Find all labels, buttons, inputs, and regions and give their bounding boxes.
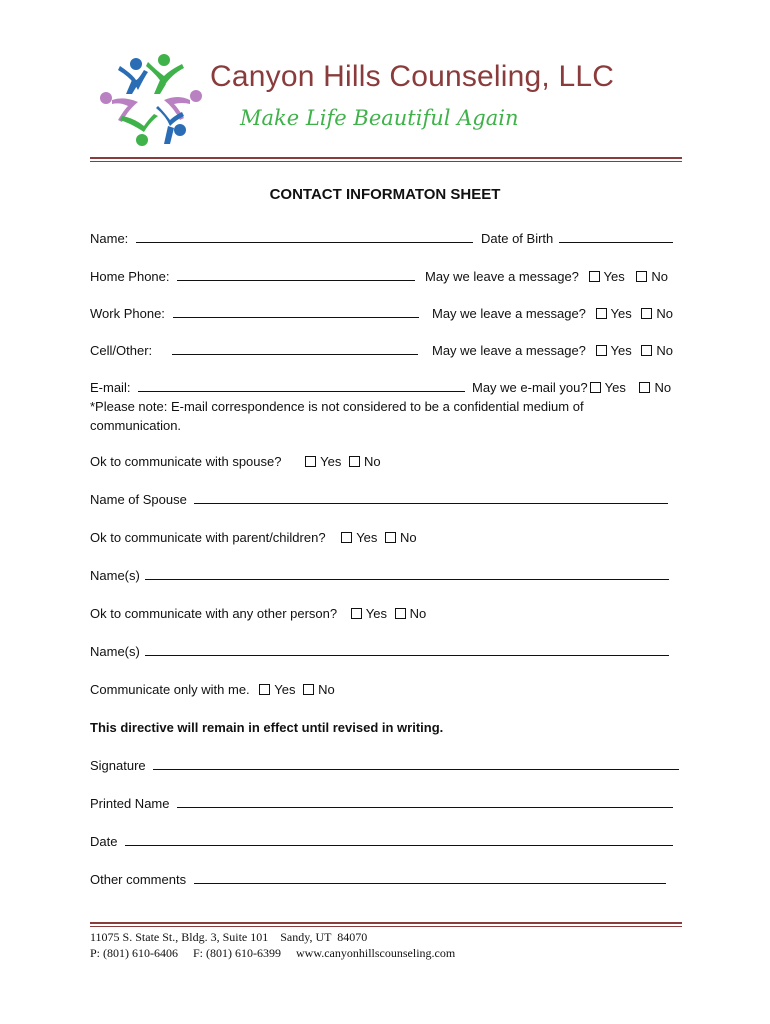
spouse-yes-checkbox[interactable] [305,456,316,467]
email-note: *Please note: E-mail correspondence is not considered to be a confidential medium of [90,399,584,414]
cell-label: Cell/Other: [90,343,153,358]
comments-label: Other comments [90,872,187,887]
email-label: E-mail: [90,380,131,395]
cell-row [90,342,418,360]
only-me-row [90,681,335,699]
email-question-label: May we e-mail you? [472,380,588,395]
cell-field[interactable] [172,342,418,355]
footer-divider [90,922,682,924]
email-question [472,379,671,397]
only-me-yes-checkbox[interactable] [259,684,270,695]
message-question-label: May we leave a message? [432,306,586,321]
name-field[interactable] [136,230,473,243]
date-label: Date [90,834,118,849]
form-title: CONTACT INFORMATON SHEET [269,186,501,203]
spouse-question-row [90,453,381,471]
printed-name-label: Printed Name [90,796,170,811]
other-names-field[interactable] [145,643,669,656]
yes-label: Yes [365,606,387,621]
no-label: No [363,454,381,469]
cell-message-question [432,342,673,360]
no-label: No [651,269,669,284]
directive-note: This directive will remain in effect until revised in writing. [90,720,444,735]
message-question-label: May we leave a message? [425,269,579,284]
work-phone-label: Work Phone: [90,306,165,321]
footer-address: 11075 S. State St., Bldg. 3, Suite 101 Sandy, UT 84070 [90,930,368,944]
home-message-yes-checkbox[interactable] [589,271,600,282]
dob-row [481,230,673,248]
only-me-no-checkbox[interactable] [303,684,314,695]
header-divider [90,157,682,159]
dob-label: Date of Birth [481,231,554,246]
parent-names-field[interactable] [145,567,669,580]
footer-contact: P: (801) 610-6406 F: (801) 610-6399 www.canyonhillscounseling.com [90,946,456,960]
yes-label: Yes [274,682,296,697]
yes-label: Yes [610,343,632,358]
no-label: No [654,380,672,395]
parent-names-label: Name(s) [90,568,140,583]
spouse-name-field[interactable] [194,491,668,504]
org-name: Canyon Hills Counseling, LLC [210,60,615,93]
spouse-name-label: Name of Spouse [90,492,187,507]
no-label: No [400,530,417,545]
message-question-label: May we leave a message? [432,343,586,358]
other-names-row [90,643,669,661]
email-row [90,379,465,397]
date-field[interactable] [125,833,673,846]
home-phone-label: Home Phone: [90,269,170,284]
work-message-question [432,305,673,323]
other-yes-checkbox[interactable] [351,608,362,619]
printed-name-field[interactable] [177,795,673,808]
name-label: Name: [90,231,129,246]
yes-label: Yes [320,454,342,469]
printed-name-row [90,795,673,813]
parent-yes-checkbox[interactable] [341,532,352,543]
work-message-no-checkbox[interactable] [641,308,652,319]
yes-label: Yes [610,306,632,321]
other-no-checkbox[interactable] [395,608,406,619]
only-me-label: Communicate only with me. [90,682,250,697]
date-row [90,833,673,851]
tagline: Make Life Beautiful Again [240,106,519,130]
dob-field[interactable] [559,230,673,243]
no-label: No [656,306,674,321]
work-phone-row [90,305,419,323]
cell-message-no-checkbox[interactable] [641,345,652,356]
work-message-yes-checkbox[interactable] [596,308,607,319]
parent-question-row [90,529,417,547]
signature-label: Signature [90,758,146,773]
other-names-label: Name(s) [90,644,140,659]
spouse-question-label: Ok to communicate with spouse? [90,454,282,469]
email-field[interactable] [138,379,465,392]
yes-label: Yes [356,530,378,545]
email-note-cont: communication. [90,418,182,433]
home-message-question [425,268,668,286]
footer-divider-thin [90,926,682,927]
work-phone-field[interactable] [173,305,419,318]
signature-row [90,757,679,775]
yes-label: Yes [603,269,625,284]
home-phone-row [90,268,415,286]
other-question-row [90,605,426,623]
no-label: No [318,682,335,697]
parent-no-checkbox[interactable] [385,532,396,543]
email-no-checkbox[interactable] [639,382,650,393]
home-phone-field[interactable] [177,268,415,281]
no-label: No [409,606,427,621]
spouse-name-row [90,491,668,509]
parent-question-label: Ok to communicate with parent/children? [90,530,326,545]
spouse-no-checkbox[interactable] [349,456,360,467]
comments-row [90,871,666,889]
home-message-no-checkbox[interactable] [636,271,647,282]
other-question-label: Ok to communicate with any other person? [90,606,338,621]
yes-label: Yes [604,380,626,395]
no-label: No [656,343,674,358]
email-yes-checkbox[interactable] [590,382,601,393]
cell-message-yes-checkbox[interactable] [596,345,607,356]
company-logo [98,50,210,150]
name-row [90,230,473,248]
comments-field[interactable] [194,871,666,884]
header-divider-thin [90,161,682,162]
parent-names-row [90,567,669,585]
signature-field[interactable] [153,757,679,770]
